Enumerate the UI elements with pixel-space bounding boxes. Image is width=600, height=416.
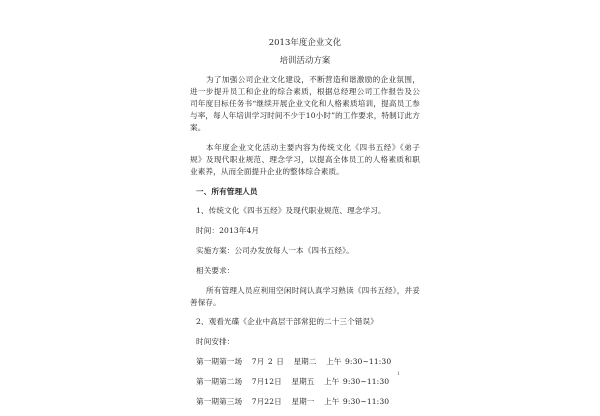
- intro-paragraph: 为了加强公司企业文化建设，不断营造和谐激励的企业氛围，进一步提升员工和企业的综合素质，根据总经理公司工作报告及公司年度目标任务书“继续开展企业文化和人格素质培训，提高员工参与率，每人年培训学习时间不少于10小时”的工作要求，特制订此方案。: [190, 75, 420, 132]
- item-video: 2、观看光碟《企业中高层干部常犯的二十三个错误》: [196, 317, 378, 326]
- session-row: [190, 376, 420, 388]
- section-heading-managers: 一、所有管理人员: [196, 187, 258, 196]
- content-paragraph: 本年度企业文化活动主要内容为传统文化《四书五经》《弟子规》及现代职业规范、理念学习，以提高全体员工的人格素质和职业素养，从而全面提升企业的整体综合素质。: [190, 143, 420, 176]
- item-time: 时间：2013年4月: [196, 226, 260, 235]
- session-row: [190, 396, 420, 408]
- session-name: 第一期第三场: [196, 397, 243, 406]
- page-number: 1: [397, 372, 400, 377]
- session-name: 第一期第二场: [196, 377, 243, 386]
- session-date: 7月 2 日: [251, 357, 284, 366]
- session-name: 第一期第一场: [196, 357, 243, 366]
- session-time: 上午 9:30~11:30: [326, 357, 392, 366]
- document-subtitle: 培训活动方案: [279, 55, 331, 65]
- schedule-label: 时间安排：: [196, 337, 235, 346]
- session-time: 上午 9:30~11:30: [324, 377, 390, 386]
- session-weekday: 星期二: [293, 357, 317, 366]
- item-traditional-culture: 1、传统文化《四书五经》及现代职业规范、理念学习。: [196, 206, 386, 215]
- document-title: 2013年度企业文化: [268, 37, 342, 47]
- document-body: [190, 36, 420, 416]
- session-weekday: 星期五: [291, 377, 315, 386]
- session-weekday: 星期一: [291, 397, 315, 406]
- session-date: 7月12日: [251, 377, 282, 386]
- requirements-label: 相关要求：: [196, 266, 235, 275]
- requirements-text: 所有管理人员应利用空闲时间认真学习熟读《四书五经》，并妥善保存。: [190, 286, 420, 307]
- session-time: 上午 9:30~11:30: [324, 397, 390, 406]
- item-plan: 实施方案：公司办发放每人一本《四书五经》。: [196, 246, 354, 255]
- session-date: 7月22日: [251, 397, 282, 406]
- session-row: [190, 356, 420, 368]
